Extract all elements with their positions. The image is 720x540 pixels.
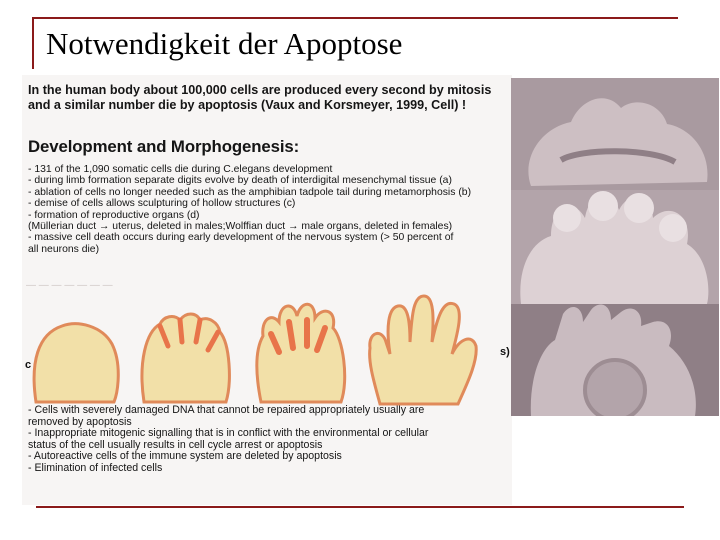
list-item: - Elimination of infected cells (28, 461, 163, 474)
list-item: - demise of cells allows sculpturing of hollow structures (c) (28, 198, 296, 210)
list-item: all neurons die) (28, 243, 100, 255)
list-item: - Autoreactive cells of the immune system are deleted by apoptosis (28, 450, 342, 463)
figure-label-c: c (25, 359, 32, 371)
slide-title: Notwendigkeit der Apoptose (46, 26, 403, 61)
limb-stage-3 (257, 304, 345, 402)
list-item: - formation of reproductive organs (d) (28, 209, 200, 221)
list-item: - ablation of cells no longer needed such as the amphibian tadpole tail during metamorphosis (b) (28, 186, 472, 198)
list-item: status of the cell usually results in cell cycle arrest or apoptosis (28, 438, 323, 451)
frame-bottom-line (36, 506, 684, 508)
limb-stage-1 (34, 324, 118, 402)
frame-left-line (32, 17, 34, 69)
intro-line-2: and a similar number die by apoptosis (Vaux and Korsmeyer, 1999, Cell) ! (28, 98, 467, 112)
list-item: - massive cell death occurs during early development of the nervous system (> 50 percent of (28, 232, 454, 244)
scanned-text-figure (22, 75, 512, 505)
section-heading: Development and Morphogenesis: (28, 137, 300, 156)
micrograph-panel (511, 78, 719, 416)
limb-stage-4 (370, 296, 477, 404)
limb-stage-2 (142, 314, 229, 402)
list-item: - Inappropriate mitogenic signalling that is in conflict with the environmental or cellular (28, 427, 429, 440)
intro-line-1: In the human body about 100,000 cells are produced every second by mitosis (28, 83, 492, 97)
list-item: - Cells with severely damaged DNA that cannot be repaired appropriately usually are (28, 404, 425, 416)
frame-top-line (32, 17, 678, 19)
figure-label-s: s) (500, 346, 510, 358)
micrograph-image (511, 78, 719, 416)
faded-scan-noise: — — — — — — — (26, 280, 113, 291)
list-item: - 131 of the 1,090 somatic cells die during C.elegans development (28, 164, 333, 175)
limb-development-illustration (28, 292, 498, 410)
intro-paragraph (28, 83, 491, 113)
development-list (28, 164, 471, 255)
list-item: - during limb formation separate digits evolve by death of interdigital mesenchymal tissue (a) (28, 175, 452, 187)
other-causes-list (28, 405, 428, 475)
list-item: (Müllerian duct → uterus, deleted in males;Wolffian duct → male organs, deleted in females) (28, 221, 453, 233)
list-item: removed by apoptosis (28, 415, 132, 428)
